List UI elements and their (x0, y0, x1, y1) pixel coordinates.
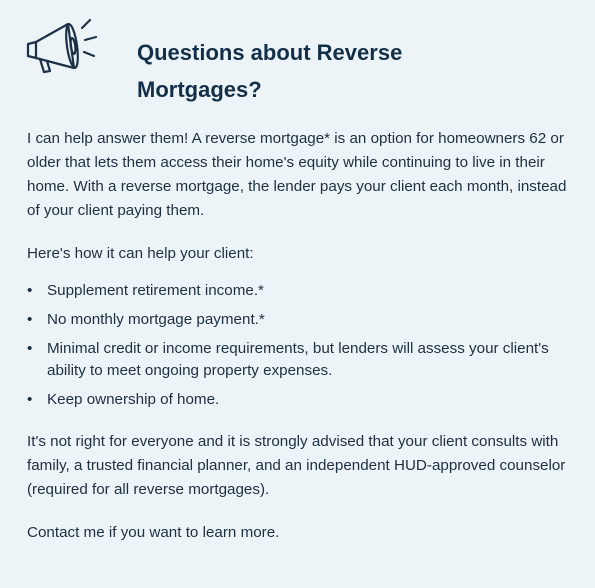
list-item (27, 338, 575, 382)
megaphone-icon (24, 16, 100, 78)
contact-line: Contact me if you want to learn more. (27, 524, 280, 541)
page-title (137, 34, 557, 108)
header (0, 0, 595, 120)
list-item (27, 389, 575, 411)
list-item (27, 309, 575, 331)
title-line-2: Mortgages? (137, 77, 262, 102)
list-item-text: Supplement retirement income.* (47, 282, 264, 299)
content (27, 127, 575, 545)
intro-paragraph: I can help answer them! A reverse mortgage* is an option for homeowners 62 or older that lets them access their home's equity while continuing to live in their home. With a reverse mortgage, the lender pays your client each month, instead of your client paying them. (27, 130, 567, 219)
bullet-icon: • (27, 311, 33, 328)
list-item-text: Minimal credit or income requirements, but lenders will assess your client's ability to meet ongoing property expenses. (47, 340, 549, 379)
bullet-icon: • (27, 282, 33, 299)
title-line-1: Questions about Reverse (137, 40, 403, 65)
bullet-icon: • (27, 391, 33, 408)
closing-paragraph: It's not right for everyone and it is strongly advised that your client consults with family, a trusted financial planner, and an independent HUD-approved counselor (required for all reverse mortgages). (27, 433, 566, 498)
benefits-list (27, 280, 575, 411)
list-item-text: Keep ownership of home. (47, 391, 220, 408)
list-item-text: No monthly mortgage payment.* (47, 311, 265, 328)
benefits-heading: Here's how it can help your client: (27, 245, 254, 262)
list-item (27, 280, 575, 302)
bullet-icon: • (27, 340, 33, 357)
